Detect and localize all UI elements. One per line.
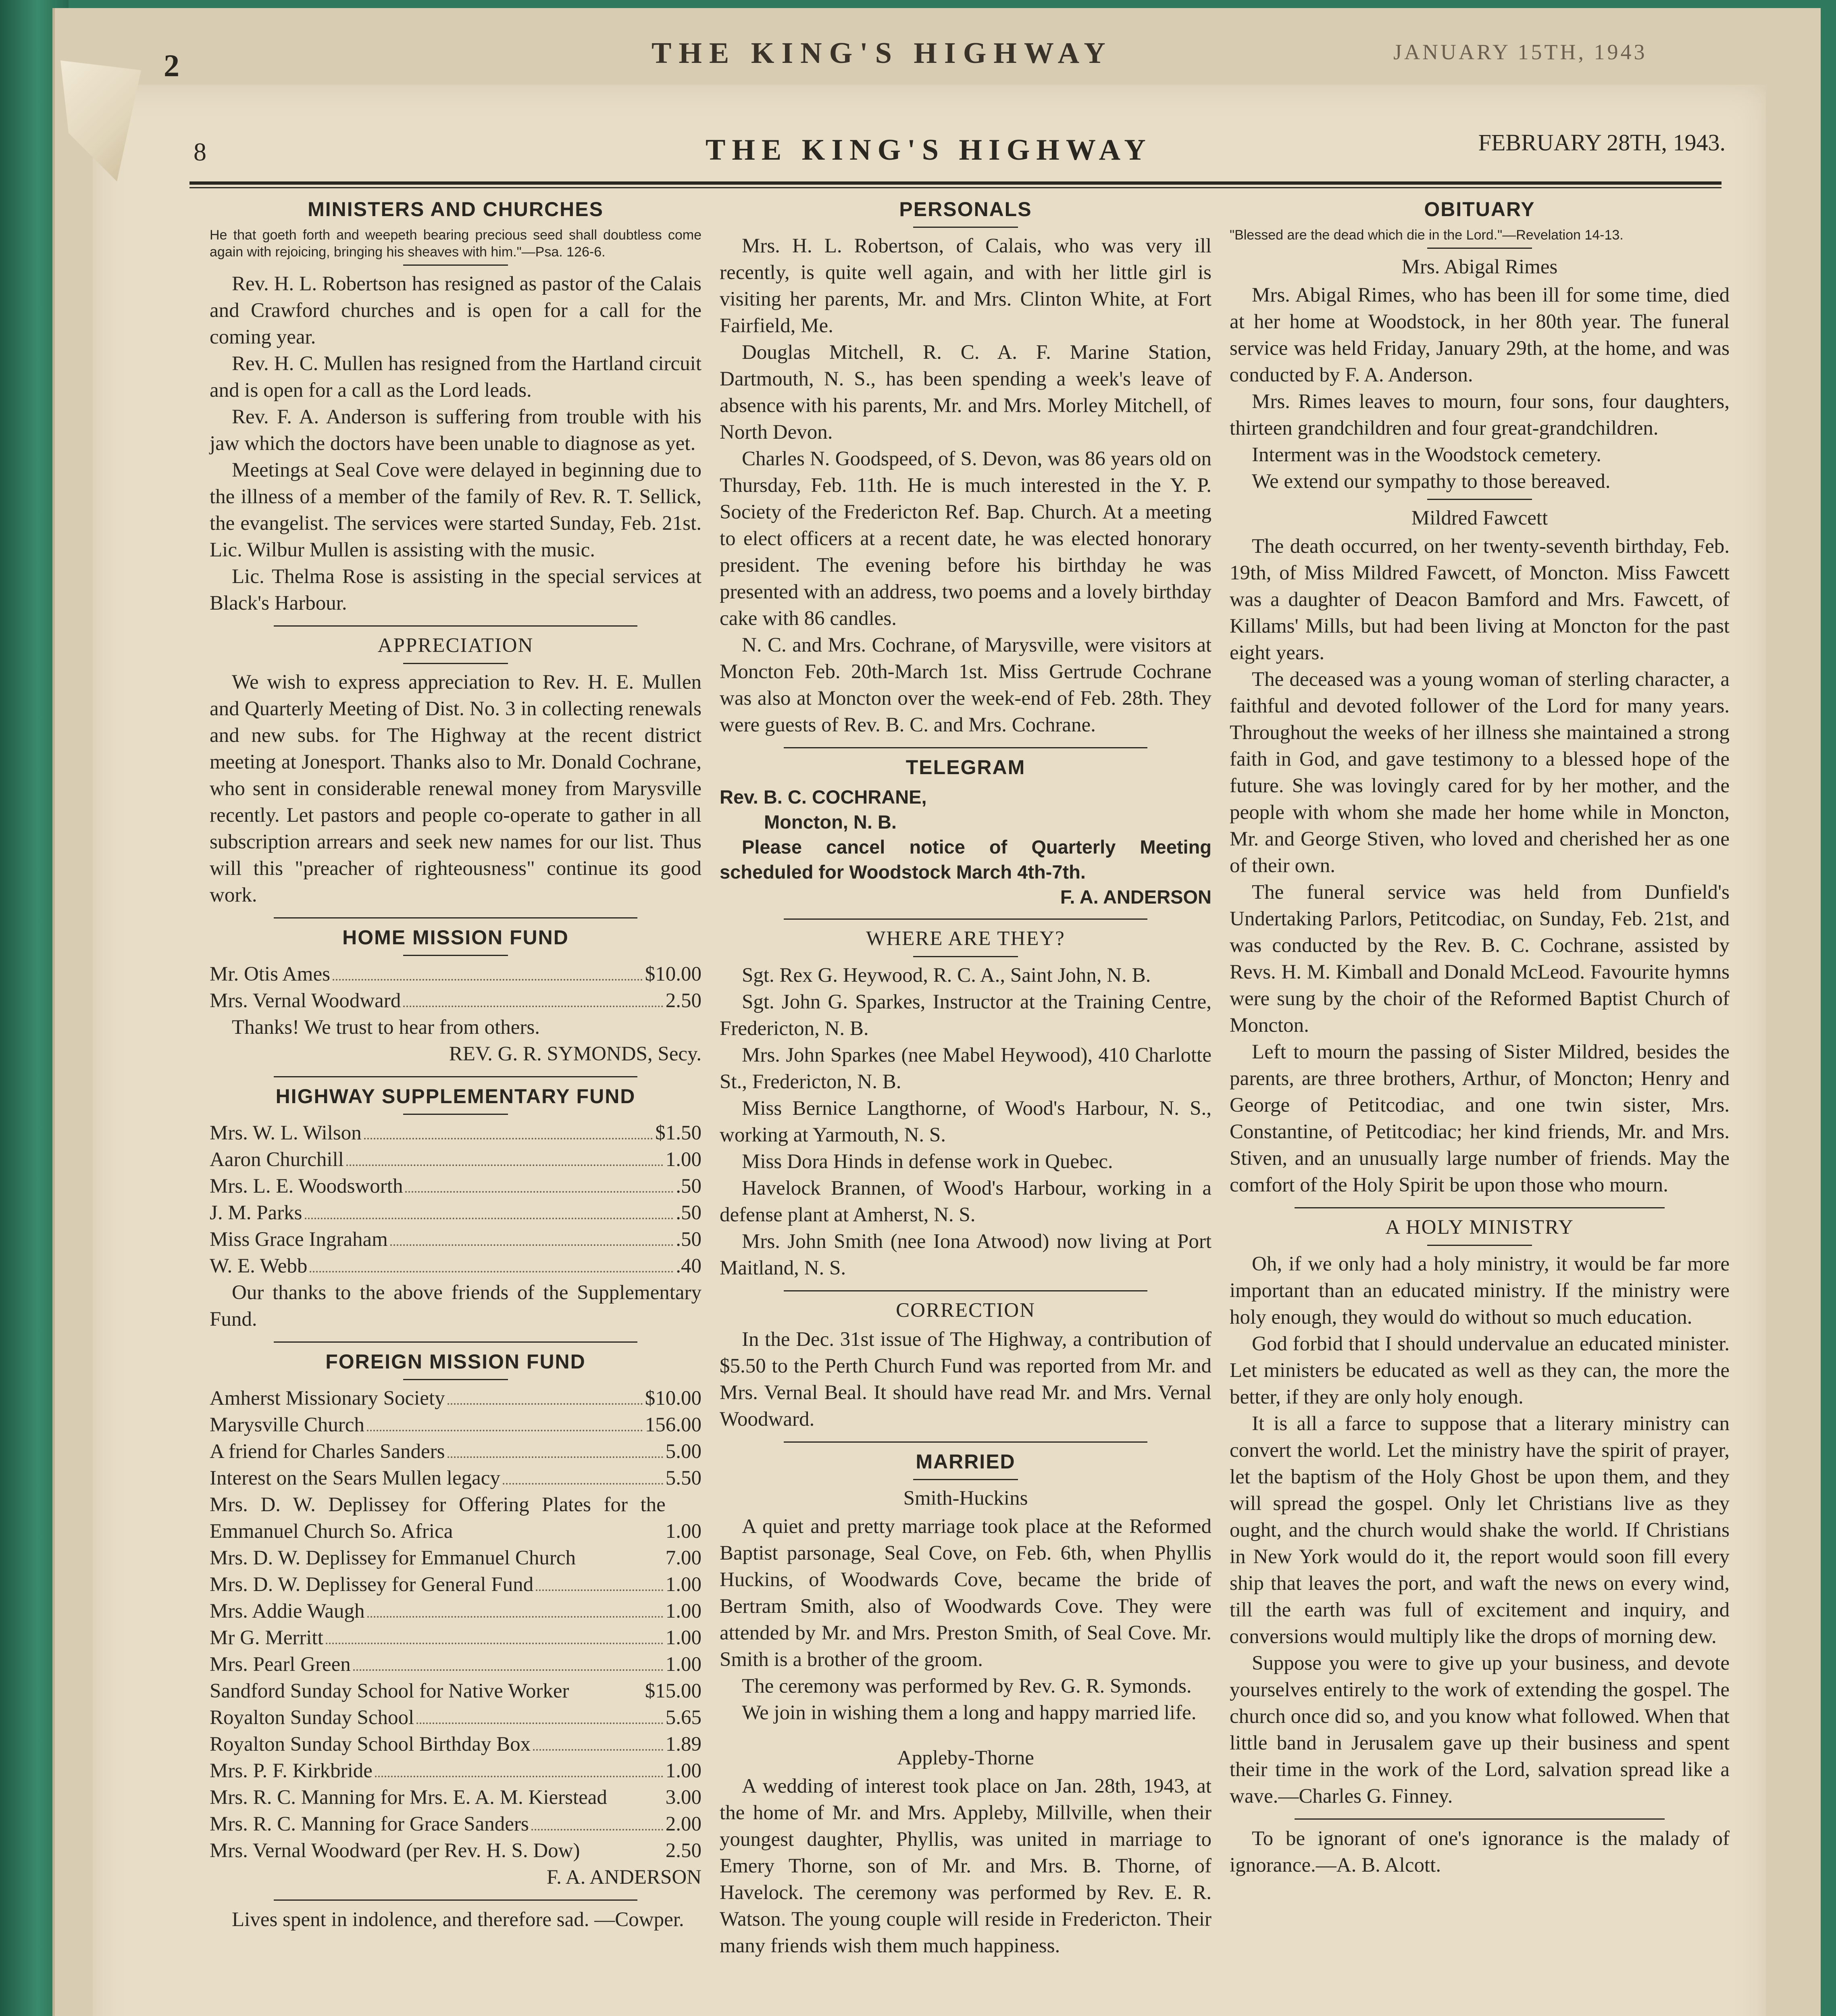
ministers-paragraph: Rev. H. C. Mullen has resigned from the Hartland circuit and is open for a call as the Lord leads. <box>210 352 702 402</box>
fund-entry: Mrs. D. W. Deplissey for Emmanuel Church 7.00 <box>210 1547 702 1569</box>
telegram-message: Please cancel notice of Quarterly Meeting scheduled for Woodstock March 4th-7th. <box>720 836 1212 883</box>
divider <box>1427 499 1532 500</box>
where-item: Sgt. John G. Sparkes, Instructor at the Training Centre, Fredericton, N. B. <box>720 991 1212 1040</box>
divider <box>913 956 1018 957</box>
divider <box>784 1290 1148 1291</box>
where-heading: WHERE ARE THEY? <box>866 927 1065 950</box>
personals-paragraph: Mrs. H. L. Robertson, of Calais, who was very ill recently, is quite well again, and with her little girl is visiting her parents, Mr. and Mrs. Clinton White, at Fort Fairfield, Me. <box>720 235 1212 337</box>
telegram-body <box>720 785 1212 910</box>
under-page-number: 2 <box>164 48 179 83</box>
fund-entry: Mrs. R. C. Manning for Mrs. E. A. M. Kierstead 3.00 <box>210 1786 702 1809</box>
holy-ministry-heading: A HOLY MINISTRY <box>1385 1216 1574 1239</box>
divider <box>784 1441 1148 1443</box>
alcott-quote: To be ignorant of one's ignorance is the malady of ignorance.—A. B. Alcott. <box>1230 1827 1730 1876</box>
ministers-epigraph: He that goeth forth and weepeth bearing precious seed shall doubtless come again with rejoicing, bringing his sheaves with him."—Psa. 126-6. <box>210 227 702 260</box>
obituary-epigraph: "Blessed are the dead which die in the Lord."—Revelation 14-13. <box>1230 227 1624 243</box>
married-paragraph: The ceremony was performed by Rev. G. R. Symonds. <box>742 1675 1192 1697</box>
telegram-to: Rev. B. C. COCHRANE, <box>720 786 927 808</box>
masthead <box>194 121 1726 177</box>
divider <box>784 747 1148 748</box>
divider <box>274 1341 638 1343</box>
where-item: Mrs. John Sparkes (nee Mabel Heywood), 410 Charlotte St., Fredericton, N. B. <box>720 1044 1212 1093</box>
divider <box>403 663 508 664</box>
ministers-paragraph: Lic. Thelma Rose is assisting in the special services at Black's Harbour. <box>210 565 702 614</box>
fund-entry: Royalton Sunday School 5.65 <box>210 1706 702 1729</box>
foreign-mission-heading: FOREIGN MISSION FUND <box>325 1350 586 1373</box>
fawcett-title: Mildred Fawcett <box>1411 507 1548 529</box>
fund-entry: A friend for Charles Sanders 5.00 <box>210 1440 702 1463</box>
under-page-header: THE KING'S HIGHWAY <box>652 37 1113 70</box>
fund-entry: Mr G. Merritt 1.00 <box>210 1627 702 1649</box>
fund-entry: Marysville Church 156.00 <box>210 1414 702 1436</box>
fund-entry: Mrs. R. C. Manning for Grace Sanders 2.00 <box>210 1813 702 1835</box>
where-item: Miss Dora Hinds in defense work in Quebec. <box>742 1150 1113 1173</box>
ministers-paragraph: Rev. H. L. Robertson has resigned as pastor of the Calais and Crawford churches and is open for a call for the coming year. <box>210 273 702 348</box>
column-left <box>210 194 702 1933</box>
fund-entry: J. M. Parks .50 <box>210 1202 702 1224</box>
holy-ministry-paragraph: Oh, if we only had a holy ministry, it would be far more important than an educated ministry. If the ministry were holy enough, they would do without so much education. <box>1230 1253 1730 1329</box>
holy-ministry-paragraph: It is all a farce to suppose that a literary ministry can convert the world. Let the ministry have the spirit of prayer, let the baptism of the Holy Ghost be upon them, and they will spread the gospel. Only let Christians live as they ought, and the church would shake the world. If Christians in New York would do it, the report would soon fill every ship that leaves the port, and waft the news on every wind, till the earth was full of excitement and inquiry, and conversions would multiply like the drops of morning dew. <box>1230 1412 1730 1648</box>
cowper-quote: Lives spent in indolence, and therefore sad. —Cowper. <box>232 1908 684 1931</box>
obituary-paragraph: Interment was in the Woodstock cemetery. <box>1252 444 1601 466</box>
smith-huckins-title: Smith-Huckins <box>903 1487 1028 1510</box>
correction-heading: CORRECTION <box>896 1299 1035 1322</box>
home-mission-heading: HOME MISSION FUND <box>342 926 569 949</box>
where-item: Havelock Brannen, of Wood's Harbour, working in a defense plant at Amherst, N. S. <box>720 1177 1212 1226</box>
divider <box>1427 1245 1532 1246</box>
newspaper-title: THE KING'S HIGHWAY <box>706 133 1152 167</box>
rimes-title: Mrs. Abigal Rimes <box>1401 256 1558 278</box>
fund-entry: W. E. Webb .40 <box>210 1255 702 1277</box>
telegram-place: Moncton, N. B. <box>764 811 897 833</box>
supplementary-thanks: Our thanks to the above friends of the Supplementary Fund. <box>210 1281 702 1331</box>
fund-entry: Mrs. P. F. Kirkbride 1.00 <box>210 1760 702 1782</box>
obituary-paragraph: The funeral service was held from Dunfield's Undertaking Parlors, Petitcodiac, on Sunday, Feb. 21st, and was conducted by the Rev. B. C. Cochrane, assisted by Revs. H. M. Kimball and Donald McLeod. Favourite hymns were sung by the choir of the Reformed Baptist Church of Moncton. <box>1230 881 1730 1037</box>
obituary-paragraph: Left to mourn the passing of Sister Mildred, besides the parents, are three brothers, Arthur, of Moncton; Henry and George of Petitcodiac, and one twin sister, Mrs. Constantine, of Petitcodiac; her kind friends, Mr. and Mrs. Stiven, and an unusually large number of friends. May the comfort of the Holy Spirit be upon those who mourn. <box>1230 1041 1730 1196</box>
fund-entry: Mrs. D. W. Deplissey for General Fund 1.00 <box>210 1573 702 1596</box>
divider <box>403 1114 508 1115</box>
telegram-heading: TELEGRAM <box>906 756 1026 779</box>
where-item: Mrs. John Smith (nee Iona Atwood) now living at Port Maitland, N. S. <box>720 1230 1212 1279</box>
ministers-heading: MINISTERS AND CHURCHES <box>308 198 604 221</box>
fund-entry: Royalton Sunday School Birthday Box 1.89 <box>210 1733 702 1756</box>
telegram-from: F. A. ANDERSON <box>1060 886 1212 908</box>
divider <box>403 1379 508 1380</box>
married-paragraph: We join in wishing them a long and happy married life. <box>742 1702 1197 1724</box>
divider <box>784 918 1148 920</box>
married-paragraph: A wedding of interest took place on Jan. 28th, 1943, at the home of Mr. and Mrs. Appleby, Millville, when their youngest daughter, Phyllis, was united in marriage to Emery Thorne, son of Mr. and Mrs. B. Thorne, of Havelock. The ceremony was performed by Rev. E. R. Watson. The young couple will reside in Fredericton. Their many friends wish them much happiness. <box>720 1775 1212 1957</box>
obituary-paragraph: We extend our sympathy to those bereaved. <box>1252 470 1611 493</box>
holy-ministry-paragraph: Suppose you were to give up your business, and devote yourselves entirely to the work of extending the gospel. The church once did so, and you know what followed. When that little band in Jerusalem gave up their business and spent their time in the work of the Lord, salvation spread like a wave.—Charles G. Finney. <box>1230 1652 1730 1808</box>
fund-entry: Aaron Churchill 1.00 <box>210 1148 702 1171</box>
divider <box>1295 1207 1665 1208</box>
fund-entry: Interest on the Sears Mullen legacy 5.50 <box>210 1467 702 1489</box>
issue-date: FEBRUARY 28TH, 1943. <box>1478 129 1726 156</box>
divider <box>274 917 638 918</box>
holy-ministry-paragraph: God forbid that I should undervalue an educated minister. Let ministers be educated as well as they can, the more the better, if they are only holy enough. <box>1230 1333 1730 1408</box>
appreciation-heading: APPRECIATION <box>377 634 534 657</box>
foreign-mission-signature: F. A. ANDERSON <box>546 1866 702 1889</box>
personals-paragraph: N. C. and Mrs. Cochrane, of Marysville, were visitors at Moncton Feb. 20th-March 1st. Miss Gertrude Cochrane was also at Moncton over the week-end of Feb. 28th. They were guests of Rev. B. C. and Mrs. Cochrane. <box>720 634 1212 736</box>
under-page-date: JANUARY 15TH, 1943 <box>1393 40 1647 64</box>
where-item: Miss Bernice Langthorne, of Wood's Harbour, N. S., working at Yarmouth, N. S. <box>720 1097 1212 1146</box>
fund-entry: Amherst Missionary Society $10.00 <box>210 1387 702 1410</box>
divider <box>913 227 1018 228</box>
obituary-paragraph: The death occurred, on her twenty-seventh birthday, Feb. 19th, of Miss Mildred Fawcett, of Moncton. Miss Fawcett was a daughter of Deacon Bamford and Mrs. Fawcett, of Killams' Mills, but had been living at Moncton for the past eight years. <box>1230 535 1730 664</box>
supplementary-heading: HIGHWAY SUPPLEMENTARY FUND <box>275 1085 636 1108</box>
fund-entry: Mrs. W. L. Wilson $1.50 <box>210 1122 702 1144</box>
divider <box>403 955 508 956</box>
column-right <box>1230 194 1730 1879</box>
home-mission-thanks: Thanks! We trust to hear from others. <box>232 1016 540 1039</box>
correction-text: In the Dec. 31st issue of The Highway, a contribution of $5.50 to the Perth Church Fund was reported from Mr. and Mrs. Vernal Beal. It should have read Mr. and Mrs. Vernal Woodward. <box>720 1328 1212 1431</box>
obituary-paragraph: Mrs. Abigal Rimes, who has been ill for some time, died at her home at Woodstock, in her 80th year. The funeral service was held Friday, January 29th, at the home, and was conducted by F. A. Anderson. <box>1230 284 1730 386</box>
divider <box>403 264 508 266</box>
obituary-paragraph: Mrs. Rimes leaves to mourn, four sons, four daughters, thirteen grandchildren and four great-grandchildren. <box>1230 390 1730 439</box>
fund-entry: Mrs. Vernal Woodward 2.50 <box>210 989 702 1012</box>
fund-entry: Mr. Otis Ames $10.00 <box>210 963 702 985</box>
fund-entry: Mrs. D. W. Deplissey for Offering Plates for the Emmanuel Church So. Africa 1.00 <box>210 1493 702 1543</box>
fund-entry: Mrs. Vernal Woodward (per Rev. H. S. Dow) 2.50 <box>210 1839 702 1862</box>
fund-entry: Miss Grace Ingraham .50 <box>210 1228 702 1251</box>
personals-paragraph: Charles N. Goodspeed, of S. Devon, was 86 years old on Thursday, Feb. 11th. He is much interested in the Y. P. Society of the Fredericton Ref. Bap. Church. At a meeting to elect officers at a recent date, he was elected honorary president. The evening before his birthday he was presented with an address, two poems and a lovely birthday cake with 86 candles. <box>720 448 1212 630</box>
divider <box>274 625 638 627</box>
married-heading: MARRIED <box>916 1450 1016 1473</box>
ministers-paragraph: Rev. F. A. Anderson is suffering from trouble with his jaw which the doctors have been unable to diagnose as yet. <box>210 406 702 455</box>
obituary-paragraph: The deceased was a young woman of sterling character, a faithful and devoted follower of the Lord for many years. Throughout the weeks of her illness she maintained a strong faith in God, and gave testimony to a blessed hope of the future. She was lovingly cared for by her mother, and the people with whom she made her home while in Moncton, Mr. and George Stiven, who loved and cherished her as one of their own. <box>1230 668 1730 877</box>
where-item: Sgt. Rex G. Heywood, R. C. A., Saint John, N. B. <box>742 964 1151 987</box>
divider <box>274 1899 638 1901</box>
column-middle <box>720 194 1212 1959</box>
divider <box>913 1479 1018 1480</box>
divider <box>274 1076 638 1077</box>
divider <box>1295 1818 1665 1820</box>
fund-entry: Mrs. L. E. Woodsworth .50 <box>210 1175 702 1198</box>
page-number: 8 <box>194 137 206 166</box>
appreciation-text: We wish to express appreciation to Rev. H. E. Mullen and Quarterly Meeting of Dist. No. 3 in collecting renewals and new subs. for The Highway at the recent district meeting at Jonesport. Thanks also to Mr. Donald Cochrane, who sent in considerable renewal money from Marysville recently. Let pastors and people co-operate to gather in all subscription arrears and seek new names for our list. Thus will this "preacher of righteousness" continue its good work. <box>210 671 702 906</box>
masthead-rule <box>189 181 1722 188</box>
married-paragraph: A quiet and pretty marriage took place at the Reformed Baptist parsonage, Seal Cove, on Feb. 6th, when Phyllis Huckins, of Woodwards Cove, became the bride of Bertram Smith, also of Woodwards Cove. They were attended by Mr. and Mrs. Preston Smith, of Seal Cove. Mr. Smith is a brother of the groom. <box>720 1515 1212 1671</box>
fund-entry: Mrs. Addie Waugh 1.00 <box>210 1600 702 1622</box>
ministers-paragraph: Meetings at Seal Cove were delayed in beginning due to the illness of a member of the family of Rev. R. T. Sellick, the evangelist. The services were started Sunday, Feb. 21st. Lic. Wilbur Mullen is assisting with the music. <box>210 459 702 561</box>
personals-paragraph: Douglas Mitchell, R. C. A. F. Marine Station, Dartmouth, N. S., has been spending a week's leave of absence with his parents, Mr. and Mrs. Morley Mitchell, of North Devon. <box>720 341 1212 444</box>
obituary-heading: OBITUARY <box>1424 198 1535 221</box>
home-mission-signature: REV. G. R. SYMONDS, Secy. <box>449 1043 702 1065</box>
fund-entry: Sandford Sunday School for Native Worker $15.00 <box>210 1680 702 1702</box>
appleby-thorne-title: Appleby-Thorne <box>897 1747 1034 1769</box>
personals-heading: PERSONALS <box>899 198 1032 221</box>
divider <box>1427 248 1532 249</box>
fund-entry: Mrs. Pearl Green 1.00 <box>210 1653 702 1676</box>
